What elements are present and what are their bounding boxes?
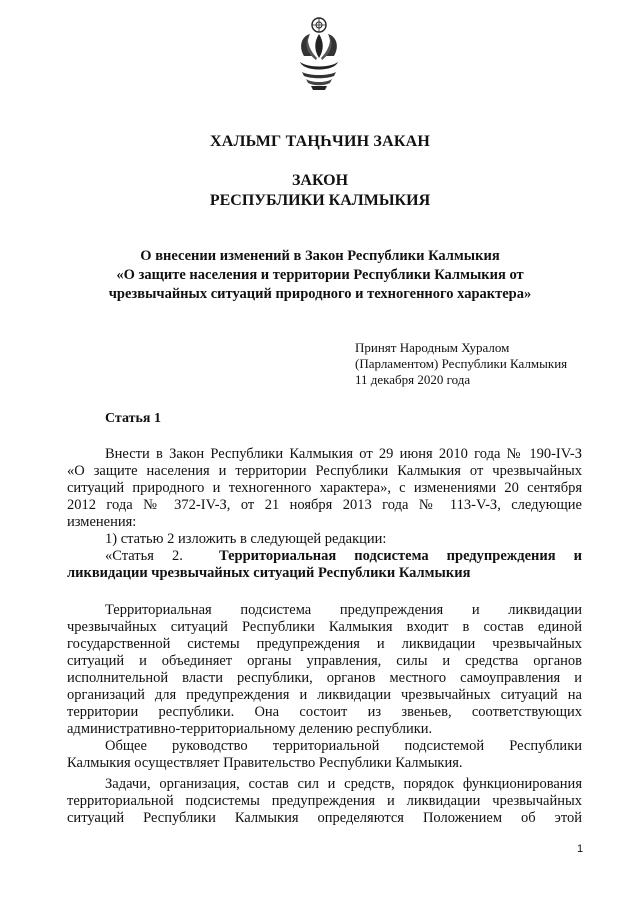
coat-of-arms-emblem-icon <box>294 16 344 92</box>
law-heading <box>0 171 640 211</box>
text-line: Общее руководство территориальной подсистемой Республики <box>105 738 582 754</box>
text-line: чрезвычайных ситуаций Республики Калмыкия входит в состав единой <box>67 619 582 635</box>
adoption-line: (Парламентом) Республики Калмыкия <box>355 356 568 371</box>
text-line: организаций для предупреждения и ликвидации чрезвычайных ситуаций на <box>67 687 582 703</box>
text-line: территории республики. Она состоит из звеньев, соответствующих <box>67 704 582 720</box>
text-line: ситуаций Республики Калмыкия определяются Положением об этой <box>67 810 582 826</box>
republic-label: РЕСПУБЛИКИ КАЛМЫКИЯ <box>209 192 431 209</box>
law-title <box>0 247 640 304</box>
quoted-prefix: «Статья 2. <box>105 548 183 564</box>
text-line: исполнительной власти республики, органов местного самоуправления и <box>67 670 582 686</box>
text-line: Внести в Закон Республики Калмыкия от 29 июня 2010 года № 190-IV-З <box>105 446 582 462</box>
paragraph-territorial-subsystem <box>67 602 582 772</box>
text-line: Задачи, организация, состав сил и средств, порядок функционирования <box>105 776 582 792</box>
text-line: ситуаций и объединяет органы управления, силы и средства органов <box>67 653 582 669</box>
adoption-note <box>355 340 567 388</box>
text-line: изменения: <box>67 514 137 530</box>
adoption-line: Принят Народным Хуралом <box>355 340 510 355</box>
text-line: государственной системы предупреждения и ликвидации чрезвычайных <box>67 636 582 652</box>
quoted-heading-bold: ликвидации чрезвычайных ситуаций Республики Калмыкия <box>67 565 471 581</box>
article-heading: Статья 1 <box>105 411 161 426</box>
quoted-article-heading <box>67 548 582 565</box>
law-title-line: О внесении изменений в Закон Республики Калмыкия <box>140 248 500 264</box>
paragraph-tasks <box>67 776 582 827</box>
text-line: территориальной подсистемы предупреждения и ликвидации чрезвычайных <box>67 793 582 809</box>
quoted-heading-bold: Территориальная подсистема предупреждения и <box>218 548 582 564</box>
law-title-line: «О защите населения и территории Республики Калмыкия от <box>116 267 524 283</box>
kalmyk-law-title: ХАЛЬМГ ТАҢҺЧИН ЗАКАН <box>209 133 431 150</box>
text-line: ситуаций природного и техногенного характера», с изменениями 20 сентября <box>67 480 582 496</box>
text-line: Территориальная подсистема предупреждения и ликвидации <box>105 602 582 618</box>
item-1: 1) статью 2 изложить в следующей редакции: <box>105 531 387 547</box>
page-number: 1 <box>577 843 584 855</box>
text-line: Калмыкия осуществляет Правительство Республики Калмыкия. <box>67 755 463 771</box>
adoption-date: 11 декабря 2020 года <box>355 372 471 387</box>
text-line: 2012 года № 372-IV-З, от 21 ноября 2013 года № 113-V-З, следующие <box>67 497 582 513</box>
text-line: административно-территориальному делению республики. <box>67 721 433 737</box>
law-title-line: чрезвычайных ситуаций природного и техногенного характера» <box>108 286 532 302</box>
law-label: ЗАКОН <box>291 172 349 189</box>
text-line: «О защите населения и территории Республики Калмыкия от чрезвычайных <box>67 463 582 479</box>
paragraph-amendments <box>67 446 582 582</box>
